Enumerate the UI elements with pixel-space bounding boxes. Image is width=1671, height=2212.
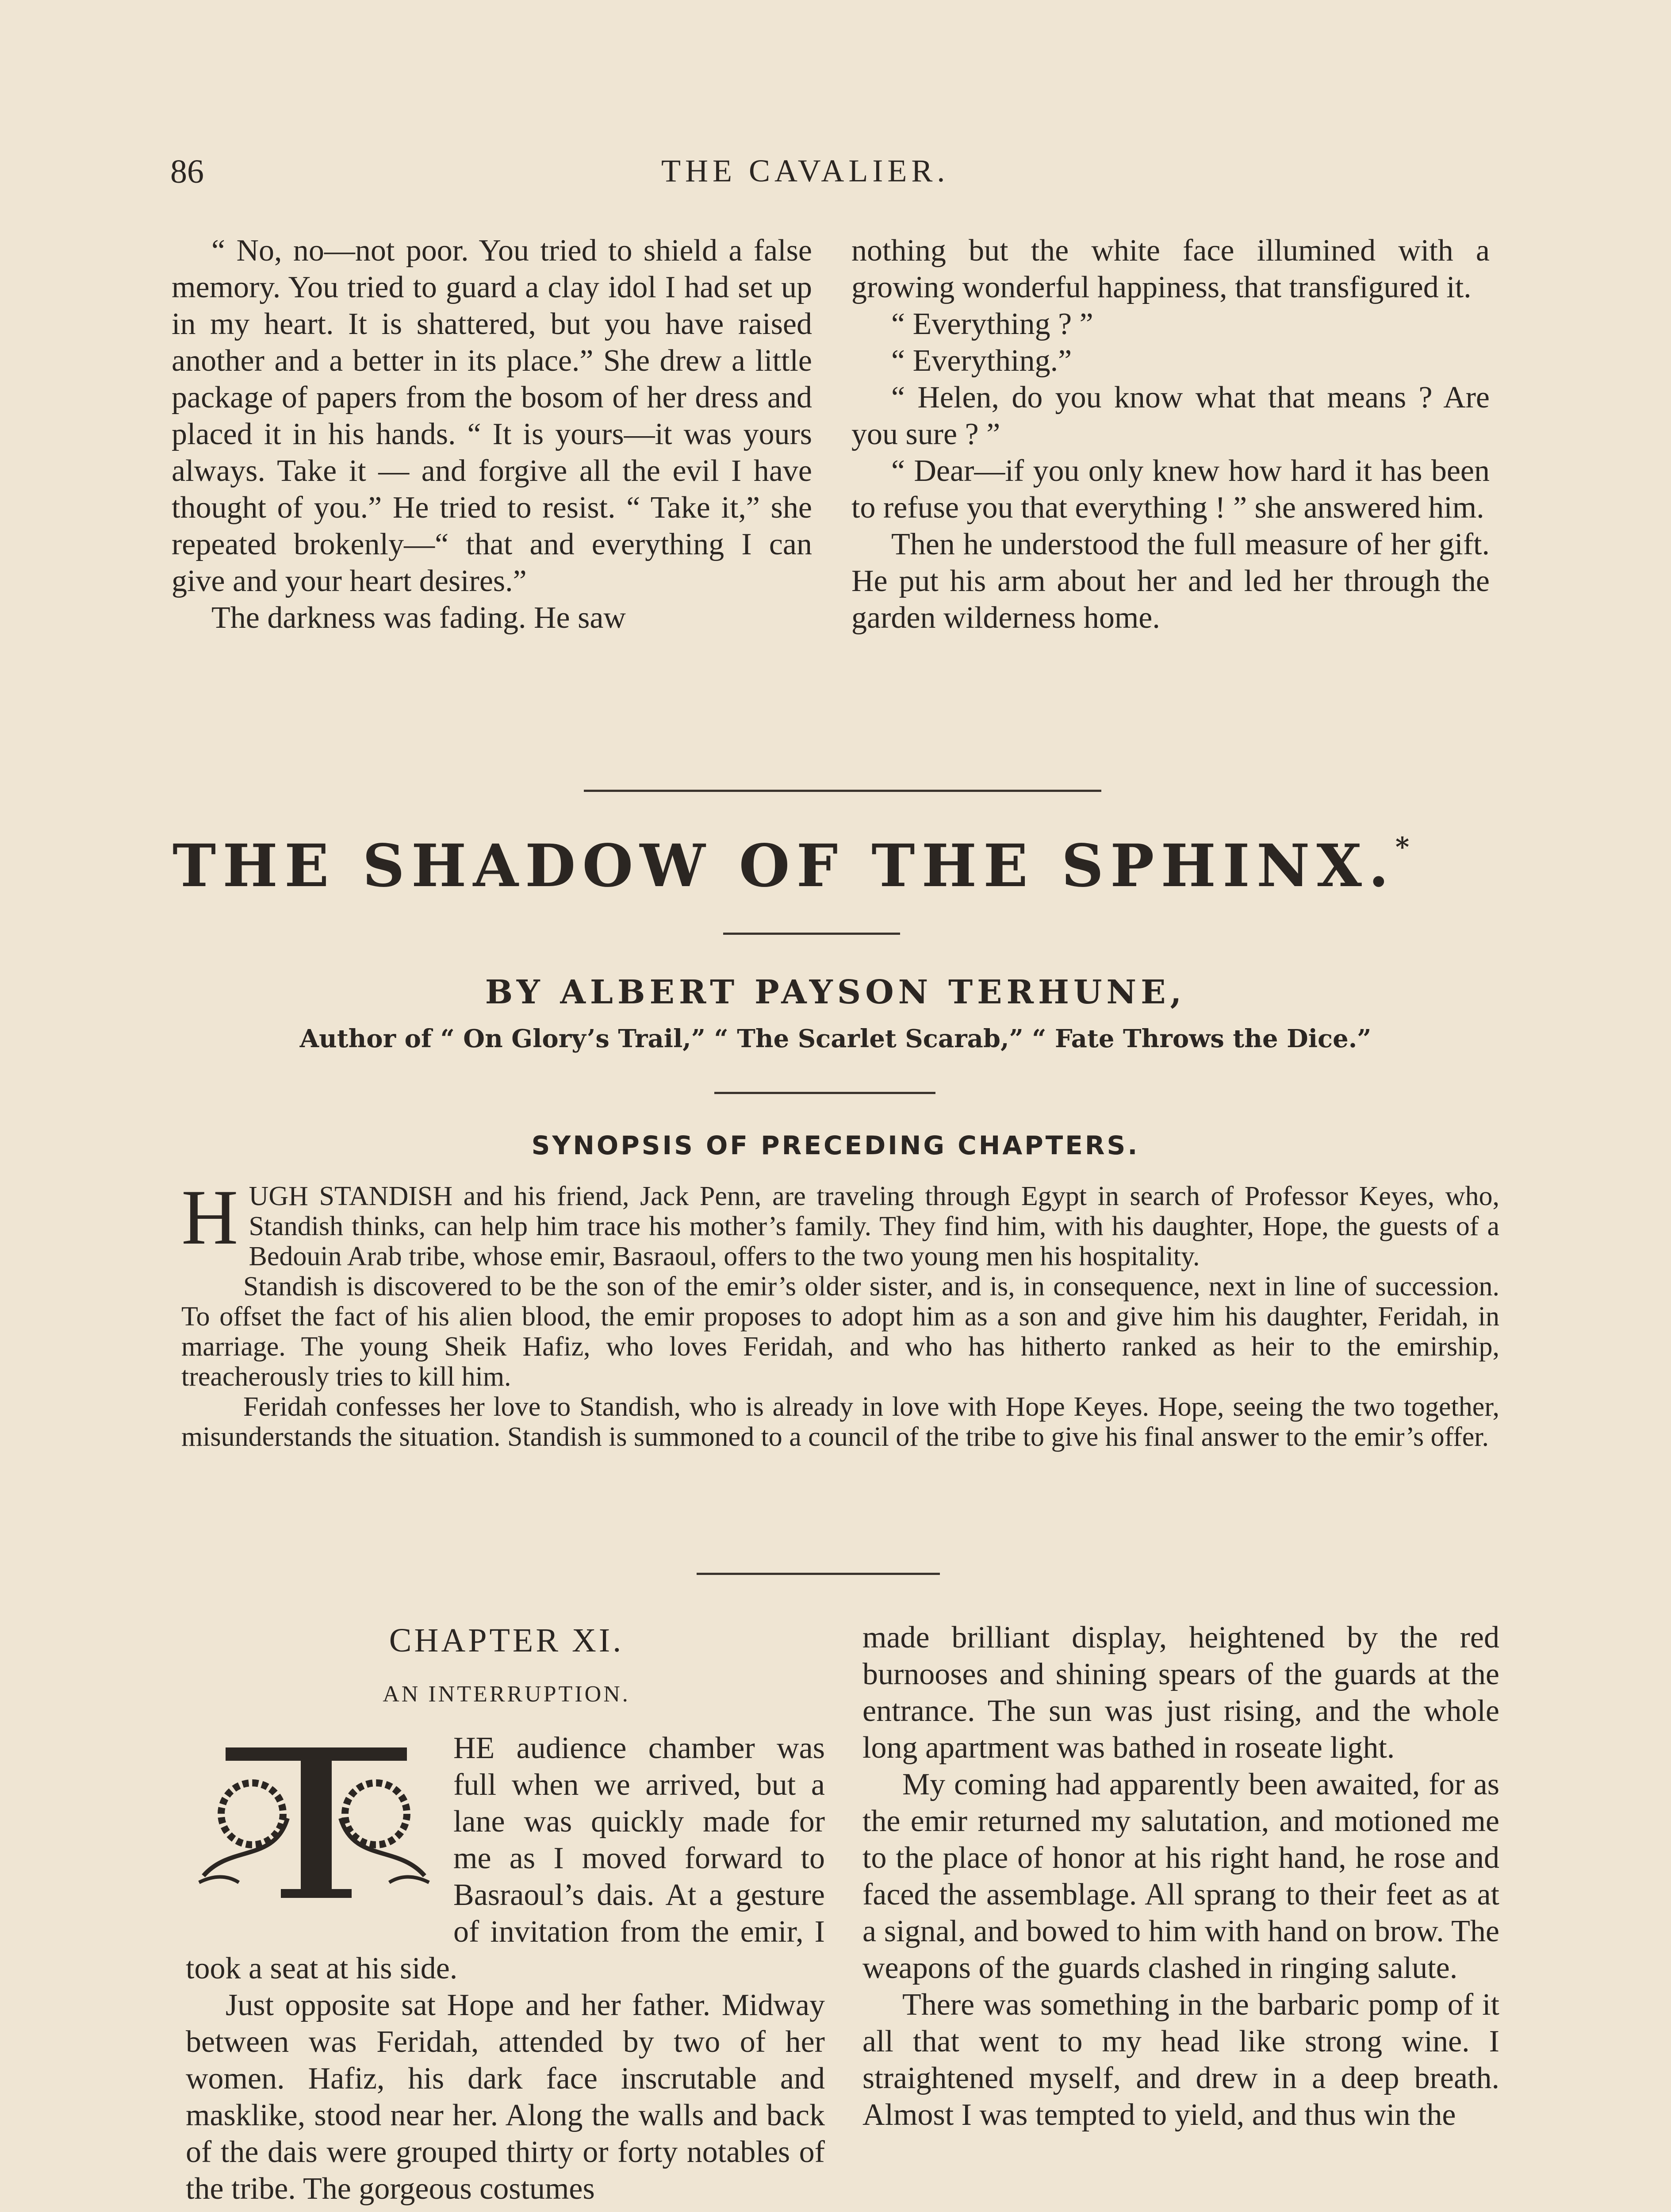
synopsis-paragraph: Feridah confesses her love to Standish, who is already in love with Hope Keyes. Hope, seeing the two together, misunderstands the situation. Standish is summoned to a council of the tribe to give his final answer to the emir’s offer. (181, 1392, 1499, 1452)
synopsis-paragraph-text: UGH STANDISH and his friend, Jack Penn, are traveling through Egypt in search of Professor Keyes, who, Standish thinks, can help him trace his mother’s family. They find him, with his daughter, Hope, the guests of a Bedouin Arab tribe, whose emir, Basraoul, offers to the two young men his hospitality. (249, 1181, 1499, 1271)
prev-story-paragraph: “ Everything ? ” (891, 307, 1093, 341)
drop-cap-h: H (181, 1173, 238, 1261)
chapter-paragraph: My coming had apparently been awaited, for as the emir returned my salutation, and motioned me to the place of honor at his right hand, he rose and faced the assemblage. All sprang to their feet as at a signal, and bowed to him with hand on brow. The weapons of the guards clashed in ringing salute. (862, 1767, 1499, 1985)
prev-story-paragraph: “ No, no—not poor. You tried to shield a false memory. You tried to guard a clay idol I had set up in my heart. It is shattered, but you have raised another and a better in its place.” She drew a little package of papers from the bosom of her dress and placed it in his hands. “ It is yours—it was yours always. Take it — and forgive all the evil I have thought of you.” He tried to resist. “ Take it,” she repeated brokenly—“ that and everything I can give and your heart desires.” (172, 234, 812, 598)
prev-story-paragraph: Then he understood the full measure of her gift. He put his arm about her and led her through the garden wilderness home. (851, 527, 1490, 635)
synopsis-paragraph (181, 1173, 1499, 1271)
byline-divider (714, 1092, 935, 1094)
prev-story-paragraph: “ Everything.” (891, 344, 1072, 378)
chapter-paragraph: Just opposite sat Hope and her father. Midway between was Feridah, attended by two of her women. Hafiz, his dark face inscrutable and masklike, stood near her. Along the walls and back of the dais were grouped thirty or forty notables of the tribe. The gorgeous costumes (186, 1988, 825, 2206)
running-head: THE CAVALIER. (661, 153, 950, 188)
page-header (170, 153, 1497, 201)
author-note: Author of “ On Glory’s Trail,” “ The Scarlet Scarab,” “ Fate Throws the Dice.” (299, 1024, 1372, 1053)
chapter-paragraph (186, 1730, 825, 1987)
prev-story-right-column (851, 232, 1490, 636)
chapter-paragraph: made brilliant display, heightened by the red burnooses and shining spears of the guards at the entrance. The sun was just rising, and the whole long apartment was bathed in roseate light. (862, 1621, 1499, 1765)
prev-story-left-column (172, 232, 812, 636)
prev-story-paragraph: nothing but the white face illumined with a growing wonderful happiness, that transfigured it. (851, 234, 1490, 304)
chapter-paragraph-text: HE audience chamber was full when we arrived, but a lane was quickly made for me as I moved forward to Basraoul’s dais. At a gesture of invitation from the emir, I took a seat at his side. (186, 1731, 825, 1985)
byline: BY ALBERT PAYSON TERHUNE, (485, 973, 1186, 1011)
prev-story-paragraph: The darkness was fading. He saw (211, 601, 626, 635)
synopsis-divider (697, 1573, 940, 1575)
ornamental-drop-cap-t (186, 1730, 442, 1916)
prev-story-paragraph: “ Helen, do you know what that means ? Are you sure ? ” (851, 380, 1490, 451)
synopsis-body (181, 1173, 1499, 1452)
synopsis-paragraph: Standish is discovered to be the son of the emir’s older sister, and is, in consequence, next in line of succession. To offset the fact of his alien blood, the emir proposes to adopt him as a son and give him his daughter, Feridah, in marriage. The young Sheik Hafiz, who loves Feridah, and who has hitherto ranked as heir to the emirship, treacherously tries to kill him. (181, 1271, 1499, 1392)
title-divider (723, 933, 900, 935)
drop-cap-t-letter: T (313, 1774, 319, 1785)
ornamental-drop-cap-t-icon (186, 1730, 442, 1916)
chapter-left-column (186, 1730, 825, 2207)
page-number: 86 (170, 153, 204, 190)
story-title-text: THE SHADOW OF THE SPHINX. (172, 832, 1395, 900)
story-title (172, 832, 1499, 900)
chapter-paragraph: There was something in the barbaric pomp of it all that went to my head like strong wine. I straightened myself, and drew in a deep breath. Almost I was tempted to yield, and thus win the (862, 1988, 1499, 2132)
prev-story-paragraph: “ Dear—if you only knew how hard it has been to refuse you that everything ! ” she answered him. (851, 454, 1490, 525)
chapter-subtitle: AN INTERRUPTION. (383, 1682, 630, 1707)
synopsis-heading: SYNOPSIS OF PRECEDING CHAPTERS. (531, 1130, 1140, 1160)
title-footnote-mark: * (1395, 832, 1410, 863)
chapter-title: CHAPTER XI. (389, 1622, 624, 1659)
section-divider (584, 790, 1101, 792)
chapter-right-column (862, 1619, 1499, 2133)
